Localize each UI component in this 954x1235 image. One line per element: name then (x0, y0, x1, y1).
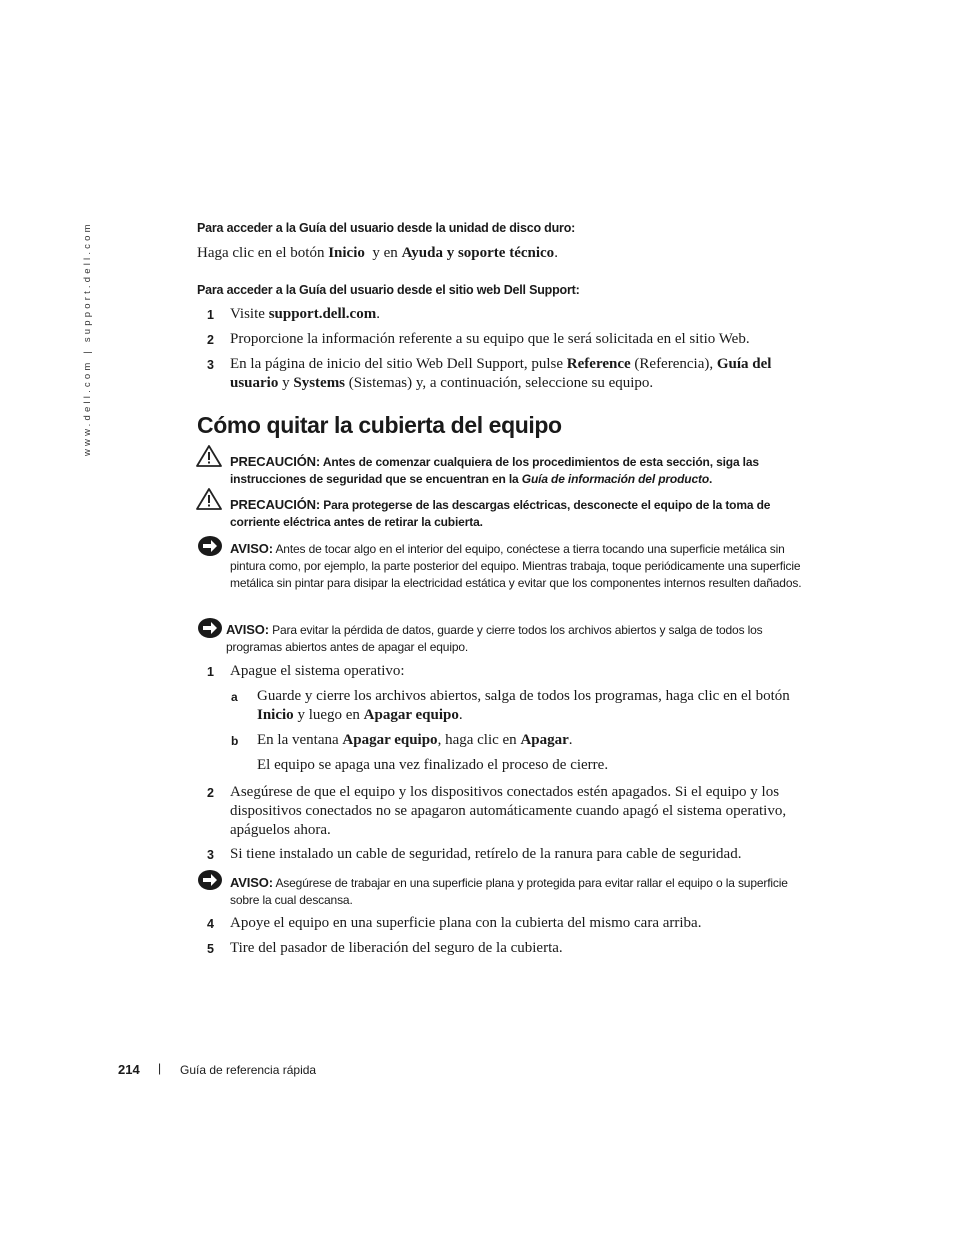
step-number: 1 (207, 308, 214, 322)
caution-note-1: PRECAUCIÓN: Antes de comenzar cualquiera de los procedimientos de esta sección, siga las instrucciones de seguridad que se encuentran en la Guía de información del producto. (230, 454, 759, 486)
step-number: 2 (207, 786, 214, 800)
notice-arrow-icon (197, 617, 223, 639)
page-title: Cómo quitar la cubierta del equipo (197, 412, 562, 438)
footer-separator: | (158, 1061, 162, 1075)
step-number: 1 (207, 665, 214, 679)
substep-letter: a (231, 690, 238, 704)
footer-title: Guía de referencia rápida (180, 1063, 317, 1077)
page-number: 214 (118, 1062, 140, 1077)
hdd-guide-heading: Para acceder a la Guía del usuario desde la unidad de disco duro: (197, 221, 576, 235)
notice-3: AVISO: Asegúrese de trabajar en una superficie plana y protegida para evitar rallar el equipo o la superficie sobre la cual descansa. (230, 875, 788, 907)
step-2-text: Asegúrese de que el equipo y los dispositivos conectados estén apagados. Si el equipo y los dispositivos conectados no se apagaron automáticamente cuando apagó el sistema operativo, apáguelos ahora. (230, 784, 787, 838)
caution-note-2: PRECAUCIÓN: Para protegerse de las descargas eléctricas, desconecte el equipo de la toma de corriente eléctrica antes de retirar la cubierta. (230, 497, 771, 529)
warning-triangle-icon (195, 487, 223, 511)
web-step-3: En la página de inicio del sitio Web Dell Support, pulse Reference (Referencia), Guía del usuario y Systems (Sistemas) y, a continuación, seleccione su equipo. (230, 356, 772, 391)
substep-b: En la ventana Apagar equipo, haga clic en Apagar. (257, 732, 573, 748)
step-number: 2 (207, 333, 214, 347)
step-3-text: Si tiene instalado un cable de seguridad, retírelo de la ranura para cable de seguridad. (230, 846, 742, 862)
substep-a: Guarde y cierre los archivos abiertos, salga de todos los programas, haga clic en el botón Inicio y luego en Apagar equipo. (257, 688, 790, 723)
step-5-text: Tire del pasador de liberación del seguro de la cubierta. (230, 940, 563, 956)
web-step-2: Proporcione la información referente a su equipo que le será solicitada en el sitio Web. (230, 331, 750, 347)
step-number: 4 (207, 917, 214, 931)
step-4-text: Apoye el equipo en una superficie plana con la cubierta del mismo cara arriba. (230, 915, 702, 931)
step-number: 3 (207, 848, 214, 862)
step-number: 3 (207, 358, 214, 372)
hdd-guide-text: Haga clic en el botón Inicio y en Ayuda y soporte técnico. (197, 245, 558, 261)
sidebar-url: www.dell.com | support.dell.com (82, 221, 93, 456)
substep-letter: b (231, 734, 239, 748)
notice-2: AVISO: Para evitar la pérdida de datos, guarde y cierre todos los archivos abiertos y salga de todos los programas abiertos antes de apagar el equipo. (226, 622, 763, 654)
web-step-1: Visite support.dell.com. (230, 306, 380, 322)
step-number: 5 (207, 942, 214, 956)
web-guide-heading: Para acceder a la Guía del usuario desde el sitio web Dell Support: (197, 283, 580, 297)
notice-arrow-icon (197, 869, 223, 891)
step-1-text: Apague el sistema operativo: (230, 663, 405, 679)
substep-b-result: El equipo se apaga una vez finalizado el proceso de cierre. (257, 757, 609, 773)
notice-arrow-icon (197, 535, 223, 557)
notice-1: AVISO: Antes de tocar algo en el interior del equipo, conéctese a tierra tocando una superficie metálica sin pintura como, por ejemplo, la parte posterior del equipo. Mientras trabaja, toque periódicamente una superficie metálica sin pintar para disipar la electricidad estática y evitar que los componentes internos resulten dañados. (230, 541, 802, 590)
warning-triangle-icon (195, 444, 223, 468)
